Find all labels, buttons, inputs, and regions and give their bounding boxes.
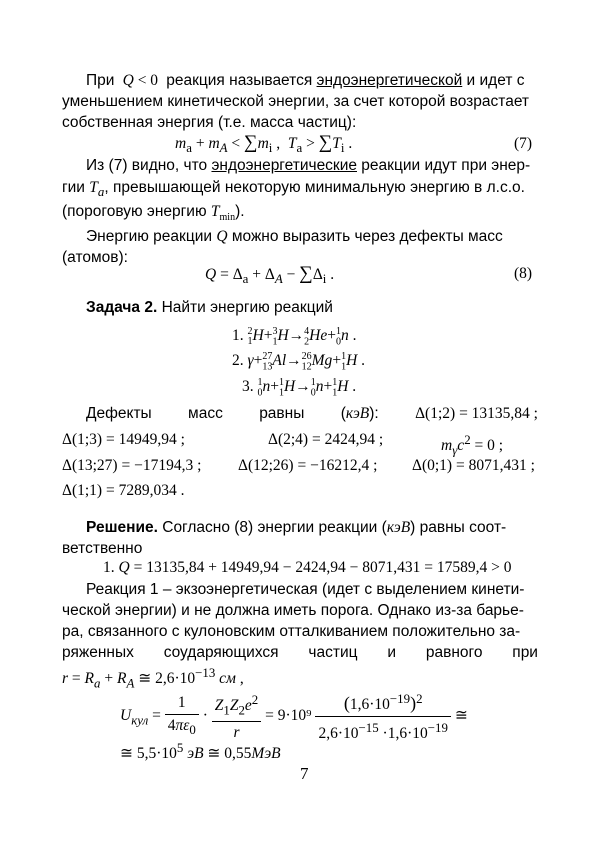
defect-1-3: Δ(1;3) = 14949,94 ; bbox=[62, 431, 185, 448]
equation-7-number: (7) bbox=[514, 135, 533, 152]
defect-1-1: Δ(1;1) = 7289,034 . bbox=[62, 482, 185, 499]
defect-0-1: Δ(0;1) = 8071,431 ; bbox=[412, 457, 535, 474]
p1-line3: собственная энергия (т.е. масса частиц): bbox=[62, 114, 357, 131]
p4-line3: ра, связанного с кулоновским отталкиванием положительно за- bbox=[62, 623, 521, 640]
p3-line2: (атомов): bbox=[62, 249, 128, 266]
p4-line2: ческой энергии) и не должна иметь порога. Однако из-за барье- bbox=[62, 602, 524, 619]
p1-line1: При Q < 0 реакция называется эндоэнергетической и идет с bbox=[86, 72, 525, 89]
solution-calc: 1. Q = 13135,84 + 14949,94 − 2424,94 − 8071,431 = 17589,4 > 0 bbox=[103, 559, 512, 576]
defect-13-27: Δ(13;27) = −17194,3 ; bbox=[62, 457, 202, 474]
p2-line2: гии $T_a$, превышающей некоторую минимальную энергию в л.с.о. bbox=[62, 179, 525, 200]
reaction-2: 2. $\gamma+_{13}^{27}Al\to_{12}^{26}Mg+_1^1H$ . bbox=[232, 351, 366, 373]
equation-8-number: (8) bbox=[514, 265, 533, 282]
q-condition: Q bbox=[118, 72, 134, 89]
page-number: 7 bbox=[300, 764, 309, 783]
coulomb-equation: $U_{кул}$ = $\frac{1}{4\pi\varepsilon_0}$ · $\frac{Z_1Z_2e^2}{r}$ = 9·10⁹ $\frac{(1,6\cdot 10^{-19})^2}{2,6\cdot 10^{-15} \cdot 1,6\cdot 10^{-19}}$ ≅ bbox=[120, 688, 468, 745]
p3-line1: Энергию реакции Q можно выразить через дефекты масс bbox=[86, 228, 503, 245]
equation-7: $m_a + m_A < \sum m_i$ , $T_a > \sum T_i$ . bbox=[175, 132, 353, 156]
p4-line1: Реакция 1 – экзоэнергетическая (идет с выделением кинети- bbox=[86, 581, 525, 598]
m-gamma: $m_\gamma c^2 = 0$ ; bbox=[441, 432, 504, 458]
p4-line4: ряженных соударяющихся частиц и равного при bbox=[62, 644, 538, 661]
defects-line1: Дефекты масс равны (кэВ): Δ(1;2) = 13135,84 ; bbox=[86, 405, 538, 422]
fraction-2: $\frac{Z_1Z_2e^2}{r}$ bbox=[212, 689, 262, 744]
solution-line2: ветственно bbox=[62, 540, 143, 557]
task-heading: Задача 2. Найти энергию реакций bbox=[86, 299, 333, 316]
defect-2-4: Δ(2;4) = 2424,94 ; bbox=[268, 431, 384, 448]
defect-12-26: Δ(12;26) = −16212,4 ; bbox=[238, 457, 378, 474]
fraction-3: $\frac{(1,6\cdot 10^{-19})^2}{2,6\cdot 10^{-15} \cdot 1,6\cdot 10^{-19}}$ bbox=[315, 688, 451, 745]
reaction-1: 1. $_1^2H+_1^3H\to_2^4He+_0^1n$ . bbox=[232, 326, 357, 348]
term-endo-plural: эндоэнергетические bbox=[211, 157, 357, 174]
coulomb-result: ≅ $5,5\cdot 10^5$ эВ ≅ 0,55МэВ bbox=[120, 740, 281, 763]
fraction-1: $\frac{1}{4\pi\varepsilon_0}$ bbox=[165, 692, 199, 741]
p1-line2: уменьшением кинетической энергии, за счет которой возрастает bbox=[62, 93, 530, 110]
reaction-3: 3. $_0^1n+_1^1H\to_0^1n+_1^1H$ . bbox=[242, 377, 357, 399]
solution-heading: Решение. Согласно (8) энергии реакции (кэВ) равны соот- bbox=[86, 519, 507, 536]
p2-line1: Из (7) видно, что эндоэнергетические реакции идут при энер- bbox=[86, 157, 531, 174]
p2-line3: (пороговую энергию $T_{min}$). bbox=[62, 203, 245, 224]
equation-8: $Q = \Delta_a + \Delta_A - \sum\Delta_i$ . bbox=[205, 263, 335, 287]
term-endo: эндоэнергетической bbox=[316, 72, 463, 89]
p4-line5-radius: $r = R_a + R_A$ ≅ $2,6\cdot 10^{-13}$ см , bbox=[62, 665, 244, 691]
defect-1-2: Δ(1;2) = 13135,84 ; bbox=[415, 405, 538, 422]
